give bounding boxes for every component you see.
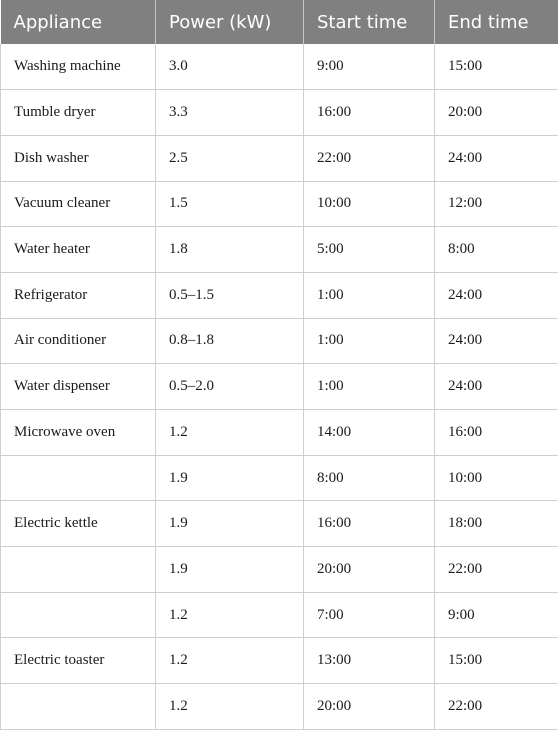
cell-appliance: Electric kettle <box>1 501 156 547</box>
table-row <box>1 684 558 730</box>
table-row <box>1 44 558 90</box>
cell-appliance: Water dispenser <box>1 364 156 410</box>
cell-power: 3.3 <box>156 90 304 136</box>
cell-start-time: 9:00 <box>304 44 435 90</box>
cell-end-time: 16:00 <box>435 410 558 456</box>
cell-power: 1.2 <box>156 638 304 684</box>
cell-appliance: Washing machine <box>1 44 156 90</box>
cell-power: 0.5–1.5 <box>156 272 304 318</box>
table-row <box>1 592 558 638</box>
cell-appliance: Water heater <box>1 227 156 273</box>
cell-start-time: 5:00 <box>304 227 435 273</box>
cell-start-time: 16:00 <box>304 501 435 547</box>
cell-appliance: Tumble dryer <box>1 90 156 136</box>
cell-start-time: 1:00 <box>304 318 435 364</box>
cell-end-time: 10:00 <box>435 455 558 501</box>
header-row <box>1 0 558 44</box>
cell-appliance: Microwave oven <box>1 410 156 456</box>
cell-appliance <box>1 684 156 730</box>
cell-end-time: 8:00 <box>435 227 558 273</box>
cell-appliance: Air conditioner <box>1 318 156 364</box>
cell-end-time: 12:00 <box>435 181 558 227</box>
header-end-time: End time <box>435 0 558 44</box>
cell-start-time: 1:00 <box>304 364 435 410</box>
table-row <box>1 455 558 501</box>
cell-end-time: 22:00 <box>435 547 558 593</box>
cell-power: 0.5–2.0 <box>156 364 304 410</box>
cell-appliance: Vacuum cleaner <box>1 181 156 227</box>
table-row <box>1 364 558 410</box>
cell-power: 1.2 <box>156 592 304 638</box>
cell-start-time: 8:00 <box>304 455 435 501</box>
cell-power: 1.9 <box>156 547 304 593</box>
cell-power: 1.9 <box>156 501 304 547</box>
cell-end-time: 24:00 <box>435 318 558 364</box>
cell-end-time: 24:00 <box>435 364 558 410</box>
cell-power: 1.2 <box>156 684 304 730</box>
cell-start-time: 20:00 <box>304 547 435 593</box>
cell-power: 2.5 <box>156 135 304 181</box>
cell-appliance: Electric toaster <box>1 638 156 684</box>
table-row <box>1 318 558 364</box>
cell-end-time: 24:00 <box>435 135 558 181</box>
header-appliance: Appliance <box>1 0 156 44</box>
table-row <box>1 90 558 136</box>
table-row <box>1 410 558 456</box>
table-row <box>1 501 558 547</box>
cell-appliance: Dish washer <box>1 135 156 181</box>
cell-power: 0.8–1.8 <box>156 318 304 364</box>
table-row <box>1 638 558 684</box>
cell-appliance <box>1 592 156 638</box>
cell-appliance: Refrigerator <box>1 272 156 318</box>
cell-end-time: 15:00 <box>435 44 558 90</box>
table-row <box>1 181 558 227</box>
cell-start-time: 16:00 <box>304 90 435 136</box>
cell-power: 3.0 <box>156 44 304 90</box>
header-start-time: Start time <box>304 0 435 44</box>
cell-end-time: 18:00 <box>435 501 558 547</box>
header-power: Power (kW) <box>156 0 304 44</box>
table-row <box>1 135 558 181</box>
cell-end-time: 24:00 <box>435 272 558 318</box>
cell-start-time: 14:00 <box>304 410 435 456</box>
cell-power: 1.5 <box>156 181 304 227</box>
cell-end-time: 9:00 <box>435 592 558 638</box>
table-row <box>1 272 558 318</box>
cell-power: 1.2 <box>156 410 304 456</box>
cell-start-time: 20:00 <box>304 684 435 730</box>
cell-power: 1.8 <box>156 227 304 273</box>
cell-start-time: 1:00 <box>304 272 435 318</box>
cell-start-time: 22:00 <box>304 135 435 181</box>
table-body <box>1 44 558 729</box>
cell-start-time: 7:00 <box>304 592 435 638</box>
table-row <box>1 547 558 593</box>
cell-appliance <box>1 455 156 501</box>
cell-start-time: 10:00 <box>304 181 435 227</box>
table-row <box>1 227 558 273</box>
cell-end-time: 22:00 <box>435 684 558 730</box>
cell-appliance <box>1 547 156 593</box>
table-header <box>1 0 558 44</box>
cell-power: 1.9 <box>156 455 304 501</box>
cell-end-time: 15:00 <box>435 638 558 684</box>
cell-end-time: 20:00 <box>435 90 558 136</box>
cell-start-time: 13:00 <box>304 638 435 684</box>
